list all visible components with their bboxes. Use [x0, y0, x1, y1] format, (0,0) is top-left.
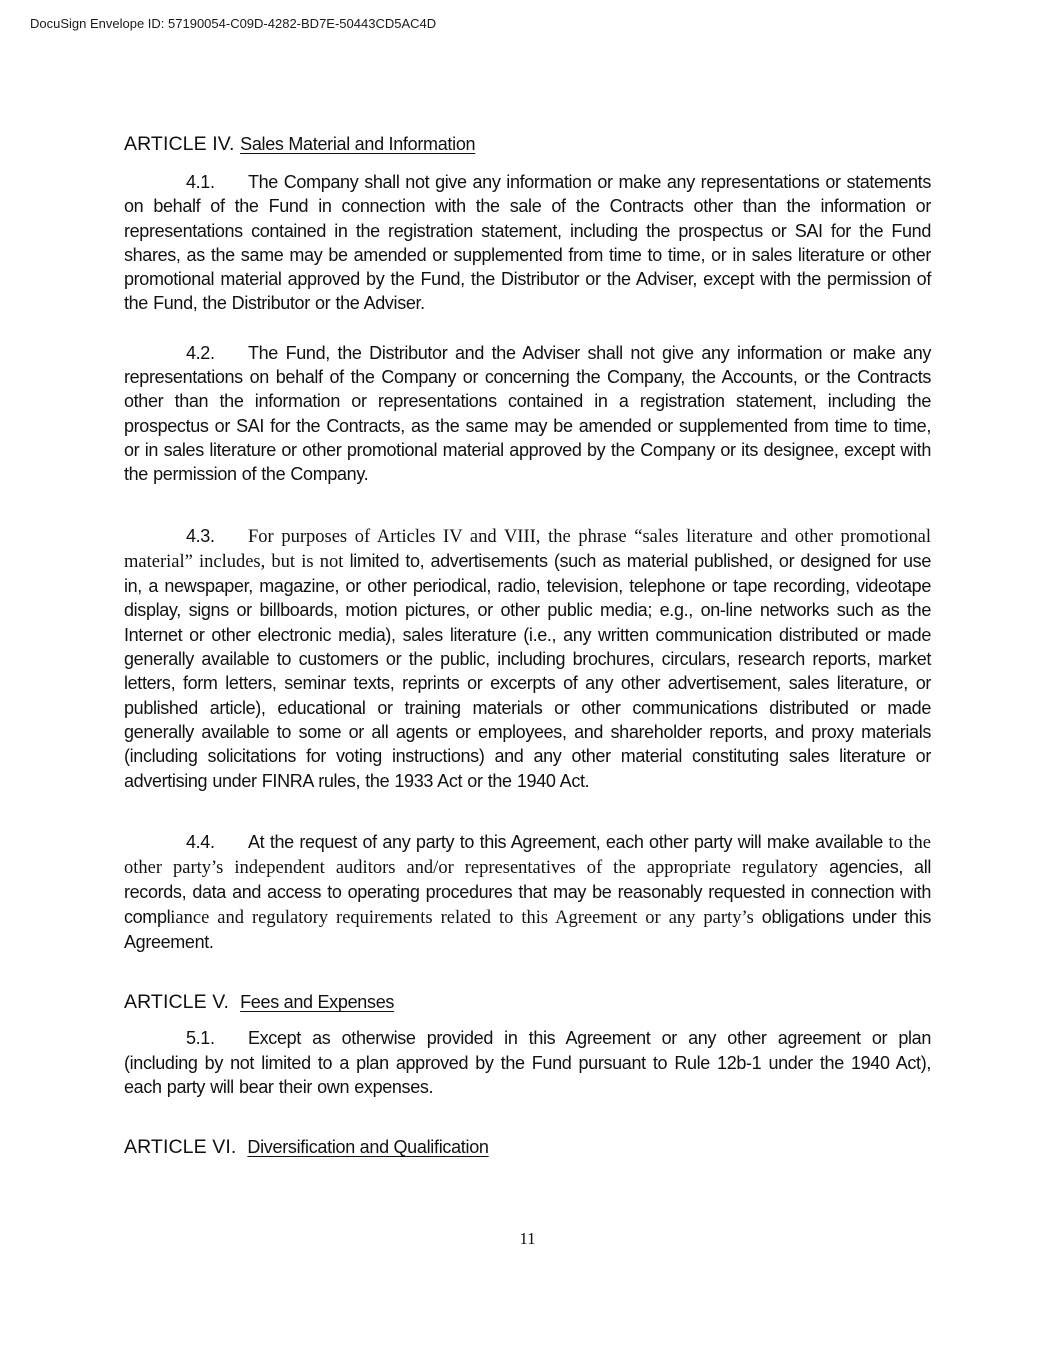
- section-5-1: [124, 1026, 931, 1099]
- section-number: 4.4.: [186, 831, 215, 852]
- article-number: ARTICLE V.: [124, 991, 230, 1014]
- section-number: 4.2.: [186, 342, 215, 363]
- article-number: ARTICLE VI.: [124, 1136, 237, 1159]
- section-text: obligations under this Agreement.: [124, 906, 931, 953]
- section-number: 4.1.: [186, 172, 215, 192]
- section-4-2: [124, 341, 931, 487]
- article-title: Diversification and Qualification: [247, 1137, 489, 1158]
- section-number: 5.1.: [186, 1028, 215, 1049]
- article-number: ARTICLE IV.: [124, 133, 235, 155]
- article-v-heading: [124, 988, 931, 1016]
- article-iv-heading: [124, 130, 931, 158]
- section-text: agencies, all records, data and access to operating procedures that may be reasonably requested in connection with compl: [124, 857, 932, 927]
- article-title: Fees and Expenses: [240, 992, 395, 1013]
- section-text-serif: iance and regulatory requirements related to this Agreement or any party’s: [170, 907, 762, 928]
- document-body: [124, 130, 931, 1161]
- section-text: Except as otherwise provided in this Agreement or any other agreement or plan (including by not limited to a plan approved by the Fund pursuant to Rule 12b-1 under the 1940 Act), each party will bear their own expenses.: [124, 1028, 931, 1097]
- article-vi-heading: [124, 1133, 931, 1161]
- section-4-1: [124, 170, 931, 316]
- section-number: 4.3.: [186, 525, 215, 546]
- section-text: The Company shall not give any information or make any representations or statements on behalf of the Fund in connection with the sale of the Contracts other than the information or representations contained in the registration statement, including the prospectus or SAI for the Fund shares, as the same may be amended or supplemented from time to time, or in sales literature or other promotional material approved by the Fund, the Distributor or the Adviser, except with the permission of the Fund, the Distributor or the Adviser.: [124, 172, 931, 314]
- article-title: Sales Material and Information: [240, 134, 476, 154]
- section-text-serif: For purposes of Articles IV and VIII, the phrase “sales literature and other promotional material” includes, but is not: [124, 526, 931, 572]
- docusign-envelope-id: DocuSign Envelope ID: 57190054-C09D-4282-BD7E-50443CD5AC4D: [30, 16, 437, 31]
- section-4-3: [124, 524, 931, 793]
- section-4-4: [124, 830, 931, 954]
- section-text: At the request of any party to this Agreement, each other party will make available: [248, 831, 889, 852]
- page-number: 11: [519, 1229, 536, 1248]
- section-text: The Fund, the Distributor and the Adviser shall not give any information or make any representations on behalf of the Company or concerning the Company, the Accounts, or the Contracts other than the information or representations contained in a registration statement, including the prospectus or SAI for the Contracts, as the same may be amended or supplemented from time to time, or in sales literature or other promotional material approved by the Company or its designee, except with the permission of the Company.: [124, 342, 931, 485]
- section-text: limited to, advertisements (such as material published, or designed for use in, a newspaper, magazine, or other periodical, radio, television, telephone or tape recording, videotape display, signs or billboards, motion pictures, or other public media; e.g., on-line networks such as the Internet or other electronic media), sales literature (i.e., any written communication distributed or made generally available to customers or the public, including brochures, circulars, research reports, market letters, form letters, seminar texts, reprints or excerpts of any other advertisement, sales literature, or published article), educational or training materials or other communications distributed or made generally available to some or all agents or employees, and shareholder reports, and proxy materials (including solicitations for voting instructions) and any other material constituting sales literature or advertising under FINRA rules, the 1933 Act or the 1940 Act.: [124, 550, 931, 791]
- section-text-serif: to the other party’s independent auditors and/or representatives of the appropriate regulatory: [124, 832, 932, 879]
